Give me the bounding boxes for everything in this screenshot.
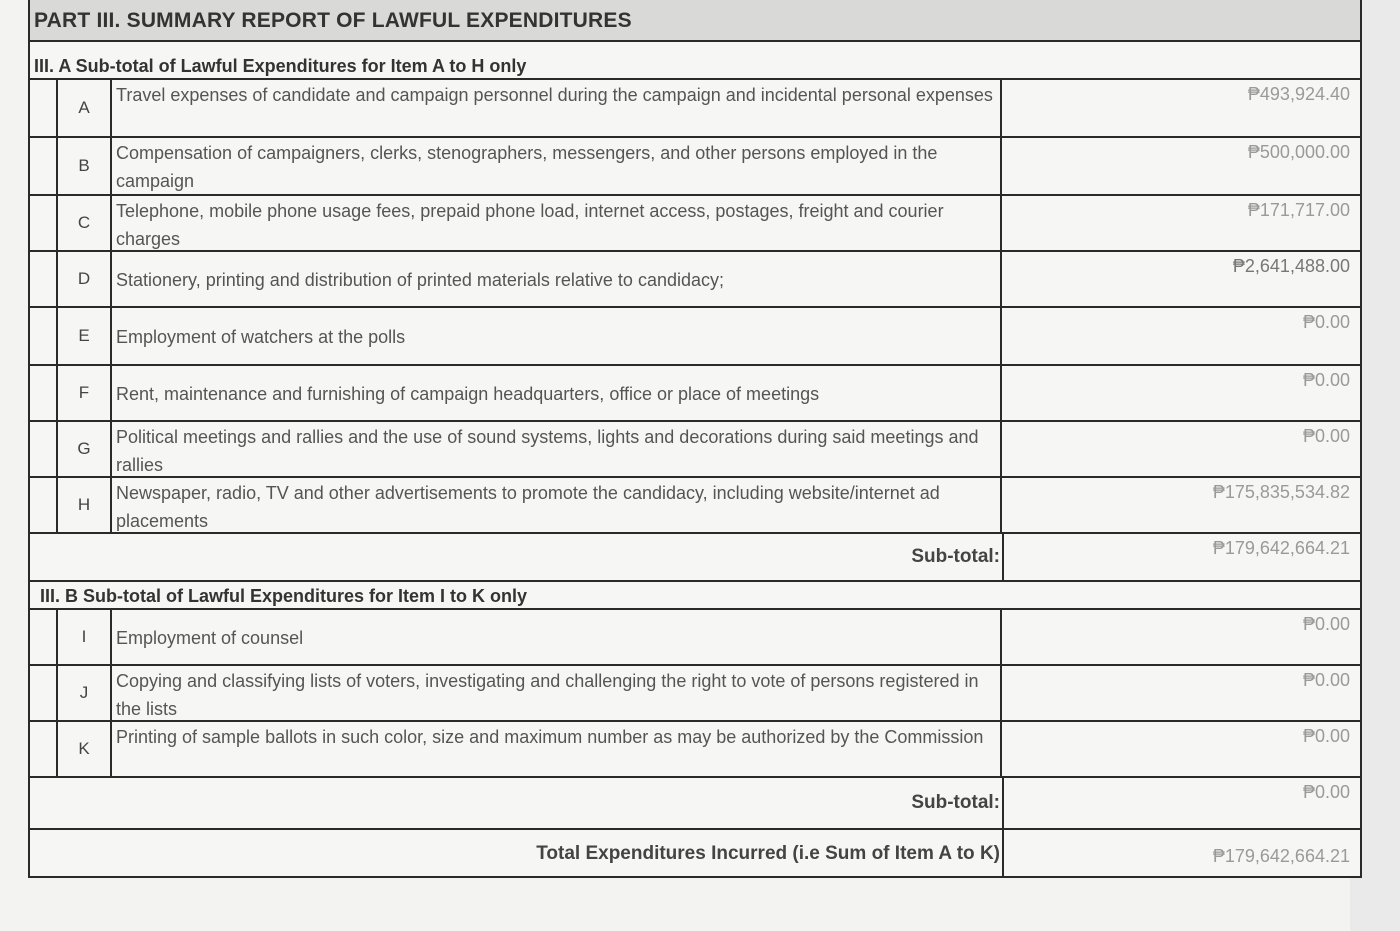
row-gutter (30, 308, 58, 364)
item-amount: ₱171,717.00 (1247, 200, 1350, 220)
section-b-subtotal-row (30, 778, 1360, 830)
section-a-header (30, 42, 1360, 80)
total-row (30, 830, 1360, 878)
item-amount: ₱0.00 (1302, 312, 1350, 332)
subtotal-label: Sub-total: (911, 546, 1000, 567)
part-title: PART III. SUMMARY REPORT OF LAWFUL EXPENDITURES (34, 9, 632, 32)
table-row (30, 366, 1360, 422)
item-amount: ₱493,924.40 (1247, 84, 1350, 104)
item-description: Political meetings and rallies and the use of sound systems, lights and decorations during said meetings and rallies (114, 422, 1002, 476)
row-gutter (30, 610, 58, 664)
item-letter: K (58, 722, 112, 776)
row-gutter (30, 80, 58, 136)
row-gutter (30, 252, 58, 306)
item-amount: ₱0.00 (1302, 726, 1350, 746)
table-row (30, 80, 1360, 138)
item-description: Employment of counsel (114, 610, 1002, 664)
section-b-title: III. B Sub-total of Lawful Expenditures for Item I to K only (40, 586, 528, 606)
item-description: Travel expenses of candidate and campaign personnel during the campaign and incidental personal expenses (114, 80, 1002, 136)
item-letter: I (58, 610, 112, 664)
item-letter: A (58, 80, 112, 136)
item-description: Telephone, mobile phone usage fees, prepaid phone load, internet access, postages, freight and courier charges (114, 196, 1002, 250)
item-letter: B (58, 138, 112, 194)
item-description: Copying and classifying lists of voters, investigating and challenging the right to vote of persons registered in the lists (114, 666, 1002, 720)
table-row (30, 138, 1360, 196)
item-description: Rent, maintenance and furnishing of campaign headquarters, office or place of meetings (114, 366, 1002, 420)
expenditure-report-table (28, 0, 1362, 878)
item-amount: ₱175,835,534.82 (1212, 482, 1350, 502)
item-amount: ₱500,000.00 (1247, 142, 1350, 162)
item-description: Stationery, printing and distribution of printed materials relative to candidacy; (114, 252, 1002, 306)
column-divider (1002, 778, 1004, 828)
subtotal-amount: ₱179,642,664.21 (1212, 538, 1350, 558)
item-letter: J (58, 666, 112, 720)
item-letter: D (58, 252, 112, 306)
item-description: Printing of sample ballots in such color, size and maximum number as may be authorized by the Commission (114, 722, 1002, 776)
item-description: Newspaper, radio, TV and other advertisements to promote the candidacy, including website/internet ad placements (114, 478, 1002, 532)
item-letter: F (58, 366, 112, 420)
table-row (30, 478, 1360, 534)
item-letter: H (58, 478, 112, 532)
subtotal-amount: ₱0.00 (1302, 782, 1350, 802)
section-a-title: III. A Sub-total of Lawful Expenditures for Item A to H only (34, 56, 527, 76)
row-gutter (30, 196, 58, 250)
column-divider (1002, 534, 1004, 580)
total-amount: ₱179,642,664.21 (1212, 846, 1350, 866)
item-letter: G (58, 422, 112, 476)
subtotal-label: Sub-total: (911, 792, 1000, 813)
table-row (30, 722, 1360, 778)
row-gutter (30, 666, 58, 720)
row-gutter (30, 366, 58, 420)
item-description: Compensation of campaigners, clerks, stenographers, messengers, and other persons employed in the campaign (114, 138, 1002, 194)
section-a-subtotal-row (30, 534, 1360, 582)
item-amount: ₱0.00 (1302, 670, 1350, 690)
item-letter: C (58, 196, 112, 250)
item-amount: ₱0.00 (1302, 426, 1350, 446)
row-gutter (30, 722, 58, 776)
total-label: Total Expenditures Incurred (i.e Sum of Item A to K) (536, 843, 1000, 864)
section-b-header (30, 582, 1360, 610)
column-divider (1002, 830, 1004, 878)
item-amount: ₱0.00 (1302, 370, 1350, 390)
row-gutter (30, 138, 58, 194)
row-gutter (30, 422, 58, 476)
item-description: Employment of watchers at the polls (114, 308, 1002, 364)
table-row (30, 196, 1360, 252)
table-row (30, 422, 1360, 478)
table-row (30, 610, 1360, 666)
table-row (30, 252, 1360, 308)
item-letter: E (58, 308, 112, 364)
item-amount: ₱2,641,488.00 (1232, 256, 1350, 276)
row-gutter (30, 478, 58, 532)
part-header (30, 0, 1360, 42)
table-row (30, 308, 1360, 366)
item-amount: ₱0.00 (1302, 614, 1350, 634)
table-row (30, 666, 1360, 722)
